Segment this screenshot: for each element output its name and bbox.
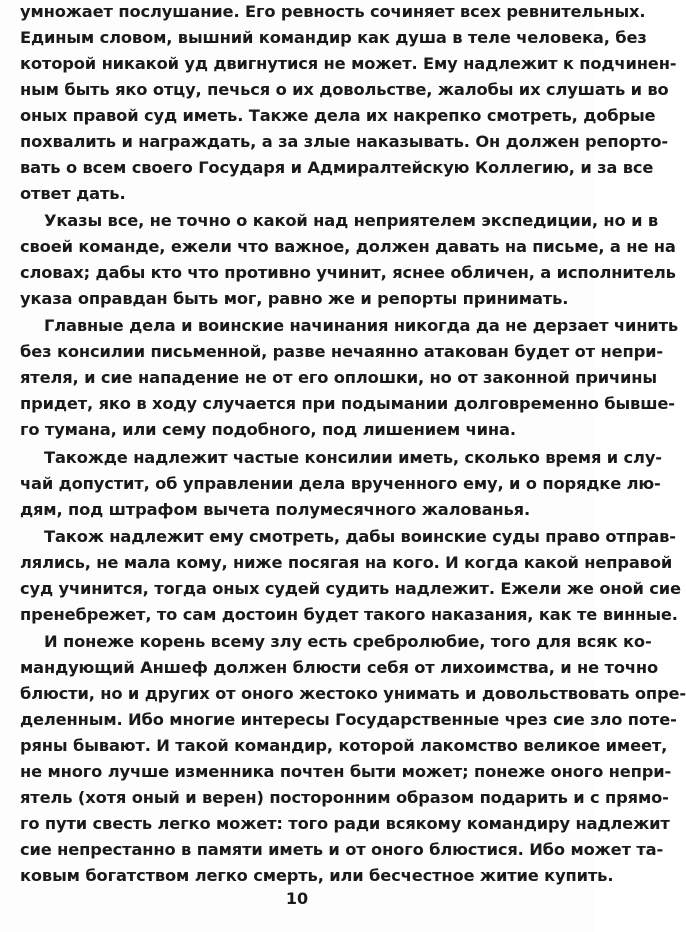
text-line: Також надлежит ему смотреть, дабы воинские суды право отправ- bbox=[44, 527, 676, 546]
page-number: 10 bbox=[285, 889, 309, 908]
text-line: пренебрежет, то сам достоин будет такого наказания, как те винные. bbox=[20, 605, 678, 624]
text-line: И понеже корень всему злу есть сребролюбие, того для всяк ко- bbox=[44, 632, 652, 651]
text-line: го тумана, или сему подобного, под лишением чина. bbox=[20, 420, 516, 439]
text-line: ковым богатством легко смерть, или бесчестное житие купить. bbox=[20, 866, 614, 885]
text-line: указа оправдан быть мог, равно же и репорты принимать. bbox=[20, 289, 569, 308]
text-line: своей команде, ежели что важное, должен давать на письме, а не на bbox=[20, 237, 676, 256]
text-line: Главные дела и воинские начинания никогда да не дерзает чинить bbox=[44, 316, 679, 335]
text-line: не много лучше изменника почтен быти может; понеже оного непри- bbox=[20, 762, 672, 781]
text-line: лялись, не мала кому, ниже посягая на кого. И когда какой неправой bbox=[20, 553, 673, 572]
text-line: блюсти, но и других от оного жестоко унимать и довольствовать опре- bbox=[20, 684, 686, 703]
text-line: которой никакой уд двигнутися не может. Ему надлежит к подчинен- bbox=[20, 54, 677, 73]
text-line: го пути свесть легко может: того ради всякому командиру надлежит bbox=[20, 814, 670, 833]
text-line: Указы все, не точно о какой над неприятелем экспедиции, но и в bbox=[44, 211, 659, 230]
text-line: ответ дать. bbox=[20, 184, 126, 203]
text-line: похвалить и награждать, а за злые наказывать. Он должен репорто- bbox=[20, 132, 669, 151]
text-line: сие непрестанно в памяти иметь и от оного блюстися. Ибо может та- bbox=[20, 840, 664, 859]
text-line: мандующий Аншеф должен блюсти себя от лихоимства, и не точно bbox=[20, 658, 659, 677]
text-line: Единым словом, вышний командир как душа в теле человека, без bbox=[20, 28, 647, 47]
text-line: вать о всем своего Государя и Адмиралтейскую Коллегию, и за все bbox=[20, 158, 654, 177]
text-line: суд учинится, тогда оных судей судить надлежит. Ежели же оной сие bbox=[20, 579, 681, 598]
text-line: ятеля, и сие нападение не от его оплошки, но от законной причины bbox=[20, 368, 657, 387]
text-line: без консилии письменной, разве нечаянно атакован будет от непри- bbox=[20, 342, 663, 361]
text-line: Такожде надлежит частые консилии иметь, сколько время и слу- bbox=[44, 448, 662, 467]
text-line: дям, под штрафом вычета полумесячного жалованья. bbox=[20, 500, 531, 519]
text-line: придет, яко в ходу случается при подымании долговременно бывше- bbox=[20, 394, 675, 413]
text-line: чай допустит, об управлении дела врученного ему, и о порядке лю- bbox=[20, 474, 661, 493]
text-line: ным быть яко отцу, печься о их довольстве, жалобы их слушать и во bbox=[20, 80, 669, 99]
text-line: словах; дабы кто что противно учинит, яснее обличен, а исполнитель bbox=[20, 263, 676, 282]
text-line: оных правой суд иметь. Также дела их накрепко смотреть, добрые bbox=[20, 106, 656, 125]
text-line: ряны бывают. И такой командир, которой лакомство великое имеет, bbox=[20, 736, 668, 755]
text-line: ятель (хотя оный и верен) посторонним образом подарить и с прямо- bbox=[20, 788, 669, 807]
text-line: умножает послушание. Его ревность сочиняет всех ревнительных. bbox=[20, 2, 646, 21]
text-line: деленным. Ибо многие интересы Государственные чрез сие зло поте- bbox=[20, 710, 677, 729]
